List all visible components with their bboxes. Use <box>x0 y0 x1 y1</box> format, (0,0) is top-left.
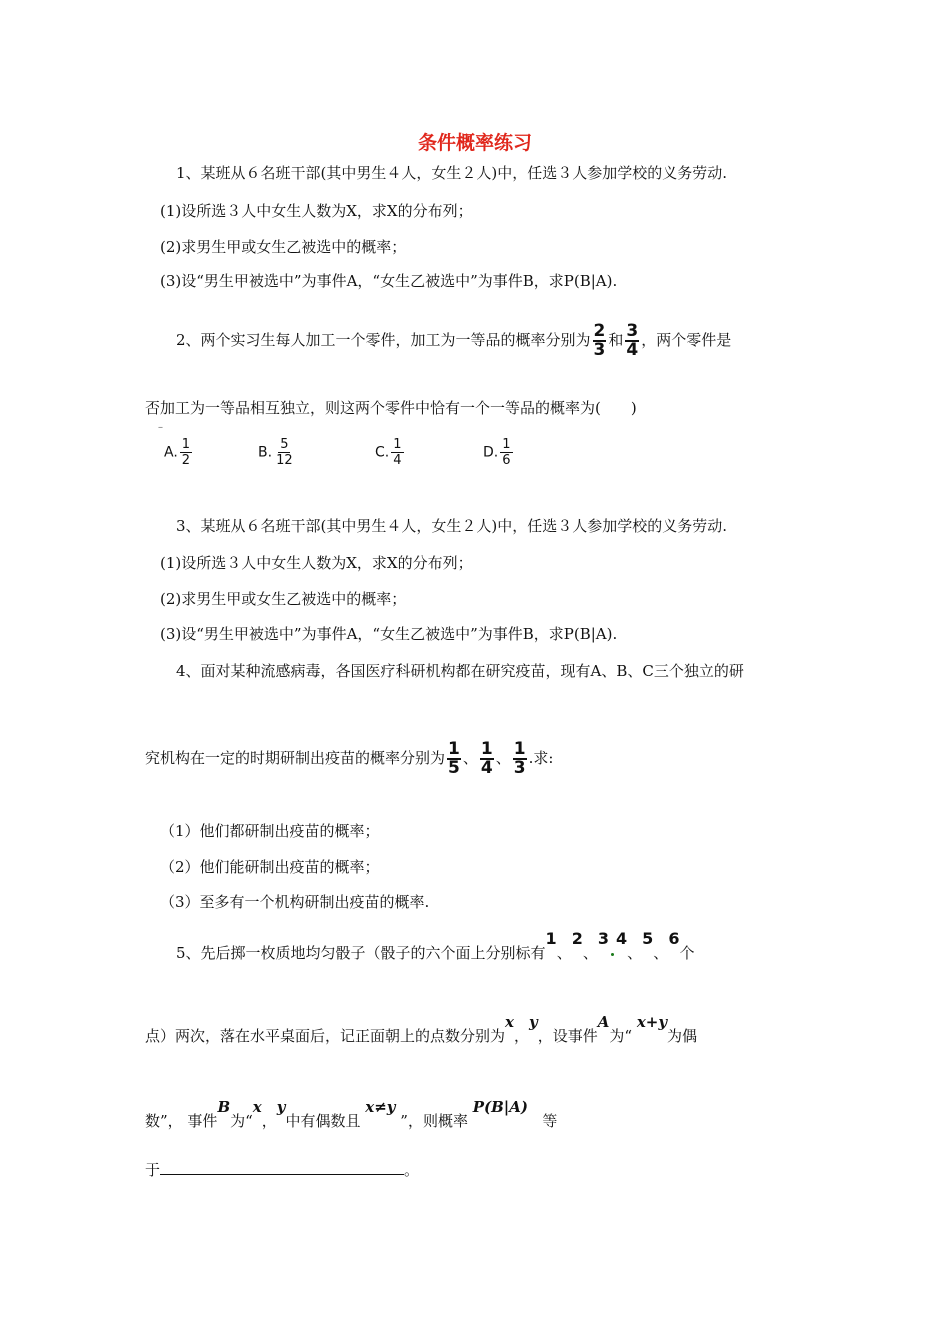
q5-line3: 数”， 事件B为“x，y中有偶数且 x≠y ”，则概率 P(B|A) 等 <box>145 1098 558 1130</box>
page-title: 条件概率练习 <box>417 132 532 154</box>
q4-fraction-c: $\frac{1}{3}$ <box>513 739 526 778</box>
die-face-6: 6 <box>668 929 680 948</box>
event-a: A <box>597 1013 610 1031</box>
q2-fraction-2: $\frac{3}{4}$ <box>626 321 639 360</box>
q3-part-1: (1)设所选３人中女生人数为X，求X的分布列； <box>160 554 473 572</box>
q2-stem-pre: 2、两个实习生每人加工一个零件，加工为一等品的概率分别为 <box>176 331 591 349</box>
die-face-3: 3 <box>597 929 609 948</box>
q2-option-b: B. $\frac{5}{12}$ <box>258 437 293 468</box>
q4-part-3: （3）至多有一个机构研制出疫苗的概率. <box>160 893 430 911</box>
option-d-fraction: $\frac{1}{6}$ <box>502 437 511 468</box>
answer-blank[interactable] <box>160 1160 404 1175</box>
sum-x-plus-y: x+y <box>636 1013 668 1031</box>
stray-dot <box>611 953 614 956</box>
q3-part-3: (3)设“男生甲被选中”为事件A，“女生乙被选中”为事件B，求P(B|A). <box>160 625 618 643</box>
option-c-fraction: $\frac{1}{4}$ <box>393 437 402 468</box>
q4-fraction-b: $\frac{1}{4}$ <box>480 739 493 778</box>
q2-stem-line2: 否加工为一等品相互独立，则这两个零件中恰有一个一等品的概率为( ) <box>145 399 637 417</box>
q1-part-2: (2)求男生甲或女生乙被选中的概率； <box>160 238 407 256</box>
q3-part-2: (2)求男生甲或女生乙被选中的概率； <box>160 590 407 608</box>
q2-option-c: C. $\frac{1}{4}$ <box>375 437 402 468</box>
q2-stem-line1 <box>176 320 731 360</box>
q5-line2: 点）两次，落在水平桌面后，记正面朝上的点数分别为x，y，设事件A为“ x+y为偶 <box>145 1013 698 1045</box>
q5-line4: 于 。 <box>145 1161 420 1179</box>
q4-part-2: （2）他们能研制出疫苗的概率； <box>160 858 380 876</box>
event-b: B <box>217 1098 231 1116</box>
die-face-1: 1 <box>545 929 557 948</box>
q4-part-1: （1）他们都研制出疫苗的概率； <box>160 822 380 840</box>
var-y: y <box>528 1013 538 1031</box>
q2-stem-post: ，两个零件是 <box>641 331 732 349</box>
q4-fraction-a: $\frac{1}{5}$ <box>448 739 460 778</box>
q4-stem-line2: 究机构在一定的时期研制出疫苗的概率分别为 $\frac{1}{5}$ 、 $\frac{1}{4}$ 、 $\frac{1}{3}$ .求: <box>145 739 554 778</box>
q2-marker: – <box>158 422 163 433</box>
die-face-2: 2 <box>571 929 583 948</box>
die-face-5: 5 <box>642 929 654 948</box>
var-y-2: y <box>276 1098 286 1116</box>
var-x-2: x <box>252 1098 262 1116</box>
q1-part-3: (3)设“男生甲被选中”为事件A，“女生乙被选中”为事件B，求P(B|A). <box>160 272 618 290</box>
q1-stem: 1、某班从６名班干部(其中男生４人，女生２人)中，任选３人参加学校的义务劳动. <box>176 164 728 182</box>
q2-option-a: A. $\frac{1}{2}$ <box>164 437 191 468</box>
q1-part-1: (1)设所选３人中女生人数为X，求X的分布列； <box>160 202 473 220</box>
q2-option-d: D. $\frac{1}{6}$ <box>483 437 511 468</box>
x-neq-y: x≠y <box>365 1098 396 1116</box>
option-b-fraction: $\frac{5}{12}$ <box>276 437 293 468</box>
q4-stem: 4、面对某种流感病毒，各国医疗科研机构都在研究疫苗，现有A、B、C三个独立的研 <box>176 662 744 680</box>
q2-stem-mid: 和 <box>608 331 624 349</box>
q2-fraction-1: $\frac{2}{3}$ <box>593 321 606 360</box>
die-face-4: 4 <box>616 929 628 948</box>
option-a-fraction: $\frac{1}{2}$ <box>181 437 191 468</box>
q3-stem: 3、某班从６名班干部(其中男生４人，女生２人)中，任选３人参加学校的义务劳动. <box>176 517 728 535</box>
prob-b-given-a: P(B|A) <box>472 1098 528 1116</box>
q5-line1: 5、先后掷一枚质地均匀骰子（骰子的六个面上分别标有1、2、3 4、5、6个 <box>176 929 695 962</box>
var-x: x <box>505 1013 514 1031</box>
